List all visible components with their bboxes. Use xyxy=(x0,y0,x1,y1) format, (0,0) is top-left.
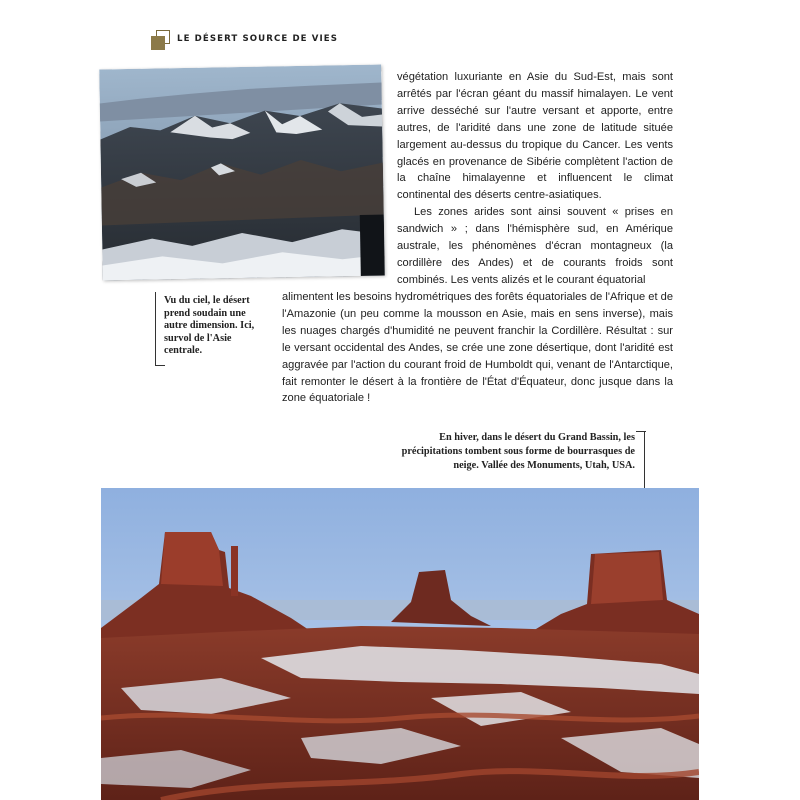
central-asia-aerial-photo xyxy=(99,65,385,281)
monument-valley-icon xyxy=(101,488,699,800)
paragraph-1: végétation luxuriante en Asie du Sud-Est, mais sont arrêtés par l'écran géant du massif himalayen. Le vent arrive desséché sur l'autre versant et apporte, entre autres, de l'aridité dans une zone de latitude située largement au-dessus du tropique du Cancer. Les vents glacés en provenance de Sibérie complètent l'action de la chaîne himalayenne et influencent le climat continental des déserts centre-asiatiques. xyxy=(397,71,673,202)
mountain-aerial-icon xyxy=(99,65,385,281)
section-square-icon xyxy=(151,30,171,50)
caption-central-asia-text: Vu du ciel, le désert prend soudain une autre dimension. Ici, survol de l'Asie centrale. xyxy=(164,295,255,357)
paragraph-2b: alimentent les besoins hydrométriques des forêts équatoriales de l'Afrique et de l'Amazonie (un peu comme la mousson en Asie, mais en sens inverse), mais les nuages chargés d'humidité ne peuvent franchir la Cordillère. Résultat : sur le versant occidental des Andes, se crée une zone désertique, dont l'aridité est aggravée par l'action du courant froid de Humboldt qui, venant de l'Antarctique, fait remonter le désert à la frontière de l'État d'Équateur, donc jusque dans la zone équatoriale ! xyxy=(282,291,673,405)
body-column-wide xyxy=(282,289,673,407)
caption-central-asia xyxy=(155,292,266,366)
caption-monument-valley xyxy=(398,431,645,489)
paragraph-2a: Les zones arides sont ainsi souvent « prises en sandwich » ; dans l'hémisphère sud, en Amérique australe, les phénomènes d'écran montagneux (la cordillère des Andes) et de courants froids sont combinés. Les vents alizés et le courant équatorial xyxy=(397,206,673,286)
caption-monument-valley-text: En hiver, dans le désert du Grand Bassin, les précipitations tombent sous forme de bourrasques de neige. Vallée des Monuments, Utah, USA. xyxy=(401,432,635,471)
running-header-title: LE DÉSERT SOURCE DE VIES xyxy=(177,34,339,44)
body-column-narrow xyxy=(397,69,673,289)
monument-valley-photo xyxy=(101,488,699,800)
